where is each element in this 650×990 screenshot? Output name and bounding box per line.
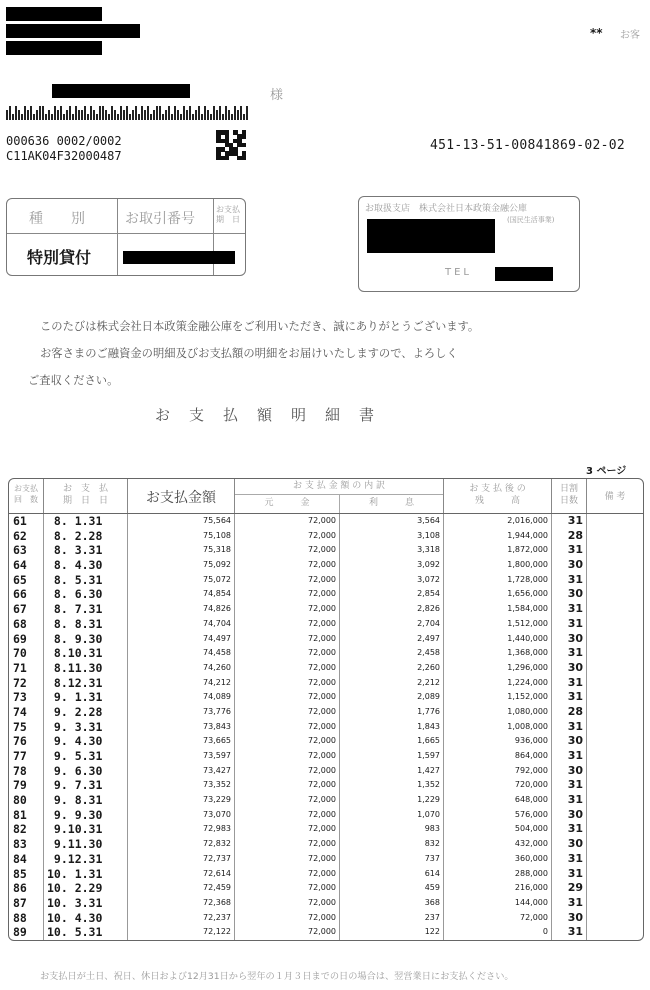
payment-date-cell: 9. 4.30 [47, 734, 103, 749]
payment-number-cell: 67 [13, 602, 27, 617]
principal-cell: 72,000 [308, 589, 336, 599]
principal-cell: 72,000 [308, 897, 336, 907]
payment-number-cell: 86 [13, 881, 27, 896]
payment-number-cell: 68 [13, 616, 27, 631]
header-payment-amount: お支払金額 [146, 490, 216, 506]
payment-date-cell: 8.11.30 [47, 660, 103, 675]
footer-note: お支払日が土日、祝日、休日および12月31日から翌年の１月３日までの日の場合は、翌営業日にお支払ください。 [40, 971, 514, 982]
payment-amount-cell: 72,983 [203, 824, 231, 834]
payment-date-cell: 9. 6.30 [47, 763, 103, 778]
principal-cell: 72,000 [308, 618, 336, 628]
daily-days-cell: 28 [567, 704, 583, 718]
payment-amount-cell: 74,704 [203, 618, 231, 628]
daily-days-cell: 31 [567, 572, 583, 586]
payment-number-cell: 62 [13, 528, 27, 543]
daily-days-cell: 30 [567, 660, 583, 674]
payment-number-cell: 88 [13, 910, 27, 925]
payment-number-cell: 66 [13, 587, 27, 602]
daily-days-cell: 31 [567, 895, 583, 909]
reference-line-1: 000636 0002/0002 [6, 134, 122, 148]
balance-cell: 1,584,000 [507, 604, 548, 614]
table-row [9, 867, 643, 882]
payment-number-cell: 63 [13, 543, 27, 558]
daily-days-cell: 30 [567, 587, 583, 601]
interest-cell: 3,564 [417, 516, 440, 525]
daily-days-cell: 30 [567, 631, 583, 645]
principal-cell: 72,000 [308, 795, 336, 805]
balance-cell: 1,944,000 [507, 530, 548, 540]
header-balance: お 支 払 後 の 残 高 [469, 484, 526, 506]
principal-cell: 72,000 [308, 780, 336, 790]
reference-line-2: C11AK04F32000487 [6, 149, 122, 163]
principal-cell: 72,000 [308, 574, 336, 584]
payment-amount-cell: 73,597 [203, 751, 231, 760]
table-row [9, 764, 643, 779]
payment-date-cell: 9. 1.31 [47, 690, 103, 705]
account-code: 451-13-51-00841869-02-02 [430, 138, 626, 153]
principal-cell: 72,000 [308, 692, 336, 702]
payment-date-cell: 9. 9.30 [47, 807, 103, 822]
principal-cell: 72,000 [308, 751, 336, 760]
balance-cell: 288,000 [514, 868, 548, 878]
payment-amount-cell: 75,092 [203, 560, 231, 570]
principal-cell: 72,000 [308, 721, 336, 731]
payment-date-cell: 9.11.30 [47, 837, 103, 852]
table-row [9, 573, 643, 588]
greeting-line-3: ご査収ください。 [28, 374, 119, 387]
daily-days-cell: 31 [567, 514, 583, 527]
payment-date-cell: 9. 2.28 [47, 704, 103, 719]
payment-number-cell: 73 [13, 690, 27, 705]
table-row [9, 661, 643, 676]
payment-date-cell: 8. 1.31 [47, 514, 103, 528]
payment-date-cell: 10. 3.31 [47, 895, 103, 910]
loan-type-value: 特別貸付 [27, 248, 92, 267]
balance-cell: 1,080,000 [507, 706, 548, 716]
balance-cell: 648,000 [514, 795, 548, 805]
payment-amount-cell: 72,237 [203, 912, 231, 922]
header-payment-date: お 支 払 期 日 日 [62, 484, 108, 506]
table-row [9, 720, 643, 735]
balance-cell: 504,000 [514, 824, 548, 834]
payment-amount-cell: 72,614 [203, 868, 231, 878]
interest-cell: 832 [424, 839, 440, 849]
table-row [9, 734, 643, 749]
balance-cell: 0 [542, 927, 548, 937]
payment-amount-cell: 75,108 [203, 530, 231, 540]
principal-cell: 72,000 [308, 545, 336, 555]
principal-cell: 72,000 [308, 604, 336, 614]
interest-cell: 1,352 [417, 780, 440, 790]
greeting-line-2: お客さまのご融資金の明細及びお支払額の明細をお届けいたしますので、よろしく [40, 347, 458, 360]
interest-cell: 237 [424, 912, 440, 922]
principal-cell: 72,000 [308, 662, 336, 672]
header-interest: 利 息 [368, 498, 414, 508]
interest-cell: 1,070 [417, 809, 440, 819]
payment-amount-cell: 74,854 [203, 589, 231, 599]
table-row [9, 587, 643, 602]
principal-cell: 72,000 [308, 839, 336, 849]
payment-date-cell: 10. 5.31 [47, 925, 103, 940]
payment-amount-cell: 72,737 [203, 853, 231, 863]
daily-days-cell: 31 [567, 690, 583, 704]
balance-cell: 72,000 [520, 912, 548, 922]
balance-cell: 144,000 [514, 897, 548, 907]
daily-days-cell: 28 [567, 528, 583, 542]
balance-cell: 720,000 [514, 780, 548, 790]
payment-amount-cell: 74,260 [203, 662, 231, 672]
payment-number-cell: 89 [13, 925, 27, 940]
payment-number-cell: 78 [13, 763, 27, 778]
redacted-transaction-number [123, 251, 235, 264]
payment-number-cell: 76 [13, 734, 27, 749]
principal-cell: 72,000 [308, 530, 336, 540]
balance-cell: 216,000 [514, 883, 548, 893]
principal-cell: 72,000 [308, 706, 336, 716]
balance-cell: 432,000 [514, 839, 548, 849]
payment-number-cell: 61 [13, 514, 27, 528]
payment-date-cell: 9.10.31 [47, 822, 103, 837]
interest-cell: 1,843 [417, 721, 440, 731]
payment-date-cell: 9. 7.31 [47, 778, 103, 793]
payment-number-cell: 83 [13, 837, 27, 852]
redacted-sender-line-3 [6, 41, 102, 55]
interest-cell: 2,854 [417, 589, 440, 599]
payment-amount-cell: 73,843 [203, 721, 231, 731]
interest-cell: 2,089 [417, 692, 440, 702]
daily-days-cell: 31 [567, 646, 583, 660]
interest-cell: 2,458 [417, 648, 440, 658]
payment-date-cell: 8. 7.31 [47, 602, 103, 617]
interest-cell: 2,826 [417, 604, 440, 614]
interest-cell: 1,427 [417, 765, 440, 775]
payment-number-cell: 85 [13, 866, 27, 881]
payment-date-cell: 8. 6.30 [47, 587, 103, 602]
principal-cell: 72,000 [308, 677, 336, 687]
top-right-text: お客 [620, 30, 640, 41]
header-remarks: 備 考 [604, 492, 626, 502]
daily-days-cell: 30 [567, 763, 583, 777]
payment-date-cell: 8.12.31 [47, 675, 103, 690]
interest-cell: 614 [424, 868, 440, 878]
daily-days-cell: 31 [567, 616, 583, 630]
interest-cell: 2,260 [417, 662, 440, 672]
table-header [9, 479, 643, 514]
principal-cell: 72,000 [308, 927, 336, 937]
principal-cell: 72,000 [308, 853, 336, 863]
interest-cell: 459 [424, 883, 440, 893]
table-row [9, 837, 643, 852]
payment-number-cell: 71 [13, 660, 27, 675]
balance-cell: 1,224,000 [507, 677, 548, 687]
balance-cell: 2,016,000 [507, 516, 548, 525]
interest-cell: 1,597 [417, 751, 440, 760]
payment-amount-cell: 72,459 [203, 883, 231, 893]
redacted-branch-name [367, 219, 495, 253]
table-row [9, 529, 643, 544]
top-right-mark: ** [590, 26, 603, 40]
payment-amount-cell: 72,368 [203, 897, 231, 907]
payment-number-cell: 64 [13, 558, 27, 573]
daily-days-cell: 30 [567, 910, 583, 924]
payment-number-cell: 70 [13, 646, 27, 661]
table-row [9, 558, 643, 573]
header-principal: 元 金 [235, 495, 340, 513]
payment-number-cell: 80 [13, 793, 27, 808]
qr-code-icon [216, 130, 246, 160]
payment-number-cell: 69 [13, 631, 27, 646]
table-row [9, 690, 643, 705]
interest-cell: 983 [424, 824, 440, 834]
payment-number-cell: 77 [13, 749, 27, 763]
daily-days-cell: 31 [567, 925, 583, 939]
table-row [9, 632, 643, 647]
daily-days-cell: 31 [567, 866, 583, 880]
balance-cell: 1,296,000 [507, 662, 548, 672]
principal-cell: 72,000 [308, 765, 336, 775]
interest-cell: 3,108 [417, 530, 440, 540]
page-number: 3 ページ [586, 466, 627, 477]
daily-days-cell: 31 [567, 675, 583, 689]
payment-date-cell: 8. 4.30 [47, 558, 103, 573]
principal-cell: 72,000 [308, 868, 336, 878]
principal-cell: 72,000 [308, 516, 336, 525]
table-row [9, 617, 643, 632]
interest-cell: 122 [424, 927, 440, 937]
table-row [9, 793, 643, 808]
interest-cell: 3,318 [417, 545, 440, 555]
balance-cell: 864,000 [514, 751, 548, 760]
interest-cell: 2,212 [417, 677, 440, 687]
payment-number-cell: 74 [13, 704, 27, 719]
payment-date-cell: 9. 3.31 [47, 719, 103, 734]
balance-cell: 1,800,000 [507, 560, 548, 570]
payment-date-cell: 8. 5.31 [47, 572, 103, 587]
payment-date-cell: 8. 9.30 [47, 631, 103, 646]
loan-type-label: 種 別 [29, 211, 85, 227]
table-row [9, 896, 643, 911]
balance-cell: 1,440,000 [507, 633, 548, 643]
payment-amount-cell: 73,427 [203, 765, 231, 775]
daily-days-cell: 31 [567, 851, 583, 865]
table-row [9, 881, 643, 896]
payment-amount-cell: 74,458 [203, 648, 231, 658]
redacted-telephone-number [495, 267, 553, 281]
balance-cell: 1,872,000 [507, 545, 548, 555]
balance-cell: 576,000 [514, 809, 548, 819]
payment-number-cell: 72 [13, 675, 27, 690]
payment-date-label: お支払 期 日 [216, 205, 240, 224]
payment-number-cell: 81 [13, 807, 27, 822]
principal-cell: 72,000 [308, 912, 336, 922]
table-row [9, 852, 643, 867]
table-body [9, 514, 643, 940]
daily-days-cell: 30 [567, 558, 583, 572]
table-row [9, 749, 643, 764]
interest-cell: 2,704 [417, 618, 440, 628]
interest-cell: 3,072 [417, 574, 440, 584]
payment-schedule-table [8, 478, 644, 941]
header-payment-count: お支払 回 数 [14, 484, 38, 504]
telephone-label: TEL [445, 267, 472, 278]
payment-date-cell: 9. 8.31 [47, 793, 103, 808]
payment-amount-cell: 75,318 [203, 545, 231, 555]
payment-date-cell: 10. 2.29 [47, 881, 103, 896]
addressee-suffix: 様 [270, 88, 284, 103]
greeting-line-1: このたびは株式会社日本政策金融公庫をご利用いただき、誠にありがとうございます。 [40, 320, 480, 333]
principal-cell: 72,000 [308, 648, 336, 658]
payment-date-cell: 8.10.31 [47, 646, 103, 661]
balance-cell: 792,000 [514, 765, 548, 775]
table-row [9, 822, 643, 837]
payment-amount-cell: 72,832 [203, 839, 231, 849]
payment-date-cell: 10. 4.30 [47, 910, 103, 925]
balance-cell: 1,152,000 [507, 692, 548, 702]
interest-cell: 2,497 [417, 633, 440, 643]
payment-amount-cell: 74,826 [203, 604, 231, 614]
table-row [9, 676, 643, 691]
payment-number-cell: 87 [13, 895, 27, 910]
principal-cell: 72,000 [308, 560, 336, 570]
payment-number-cell: 82 [13, 822, 27, 837]
interest-cell: 1,229 [417, 795, 440, 805]
payment-amount-cell: 75,072 [203, 574, 231, 584]
balance-cell: 1,656,000 [507, 589, 548, 599]
daily-days-cell: 31 [567, 749, 583, 762]
payment-date-cell: 9.12.31 [47, 851, 103, 866]
payment-amount-cell: 74,212 [203, 677, 231, 687]
principal-cell: 72,000 [308, 809, 336, 819]
payment-number-cell: 84 [13, 851, 27, 866]
redacted-sender-line-2 [6, 24, 140, 38]
redacted-addressee-name [52, 84, 190, 98]
principal-cell: 72,000 [308, 883, 336, 893]
principal-cell: 72,000 [308, 633, 336, 643]
payment-amount-cell: 73,229 [203, 795, 231, 805]
payment-date-cell: 8. 8.31 [47, 616, 103, 631]
payment-amount-cell: 74,497 [203, 633, 231, 643]
transaction-number-label: お取引番号 [125, 211, 195, 227]
table-row [9, 911, 643, 926]
balance-cell: 1,368,000 [507, 648, 548, 658]
daily-days-cell: 31 [567, 543, 583, 557]
loan-info-box [6, 198, 246, 276]
payment-number-cell: 79 [13, 778, 27, 793]
daily-days-cell: 30 [567, 837, 583, 851]
payment-date-cell: 9. 5.31 [47, 749, 103, 763]
payment-amount-cell: 73,352 [203, 780, 231, 790]
header-daily-days: 日割 日数 [559, 484, 578, 506]
interest-cell: 737 [424, 853, 440, 863]
interest-cell: 1,776 [417, 706, 440, 716]
branch-subtitle: (国民生活事業) [507, 216, 555, 224]
table-row [9, 602, 643, 617]
daily-days-cell: 31 [567, 822, 583, 836]
balance-cell: 936,000 [514, 736, 548, 746]
daily-days-cell: 29 [567, 881, 583, 895]
payment-amount-cell: 74,089 [203, 692, 231, 702]
payment-date-cell: 8. 2.28 [47, 528, 103, 543]
payment-amount-cell: 75,564 [203, 516, 231, 525]
payment-date-cell: 8. 3.31 [47, 543, 103, 558]
payment-date-cell: 10. 1.31 [47, 866, 103, 881]
principal-cell: 72,000 [308, 824, 336, 834]
branch-info-box [358, 196, 580, 292]
payment-number-cell: 75 [13, 719, 27, 734]
daily-days-cell: 31 [567, 778, 583, 792]
header-breakdown: お 支 払 金 額 の 内 訳 [235, 479, 443, 495]
payment-number-cell: 65 [13, 572, 27, 587]
table-row [9, 543, 643, 558]
interest-cell: 368 [424, 897, 440, 907]
table-row [9, 778, 643, 793]
interest-cell: 3,092 [417, 560, 440, 570]
postal-barcode [6, 106, 248, 120]
daily-days-cell: 30 [567, 734, 583, 748]
payment-amount-cell: 73,776 [203, 706, 231, 716]
table-row [9, 514, 643, 529]
table-row [9, 925, 643, 940]
table-row [9, 808, 643, 823]
table-row [9, 646, 643, 661]
balance-cell: 1,008,000 [507, 721, 548, 731]
branch-title: お取扱支店 株式会社日本政策金融公庫 [365, 204, 528, 214]
balance-cell: 360,000 [514, 853, 548, 863]
balance-cell: 1,728,000 [507, 574, 548, 584]
balance-cell: 1,512,000 [507, 618, 548, 628]
payment-amount-cell: 73,665 [203, 736, 231, 746]
interest-cell: 1,665 [417, 736, 440, 746]
payment-amount-cell: 73,070 [203, 809, 231, 819]
daily-days-cell: 31 [567, 793, 583, 807]
redacted-sender-line-1 [6, 7, 102, 21]
payment-amount-cell: 72,122 [203, 927, 231, 937]
table-row [9, 705, 643, 720]
daily-days-cell: 31 [567, 602, 583, 616]
principal-cell: 72,000 [308, 736, 336, 746]
daily-days-cell: 31 [567, 719, 583, 733]
document-title: お 支 払 額 明 細 書 [155, 406, 377, 424]
daily-days-cell: 30 [567, 807, 583, 821]
